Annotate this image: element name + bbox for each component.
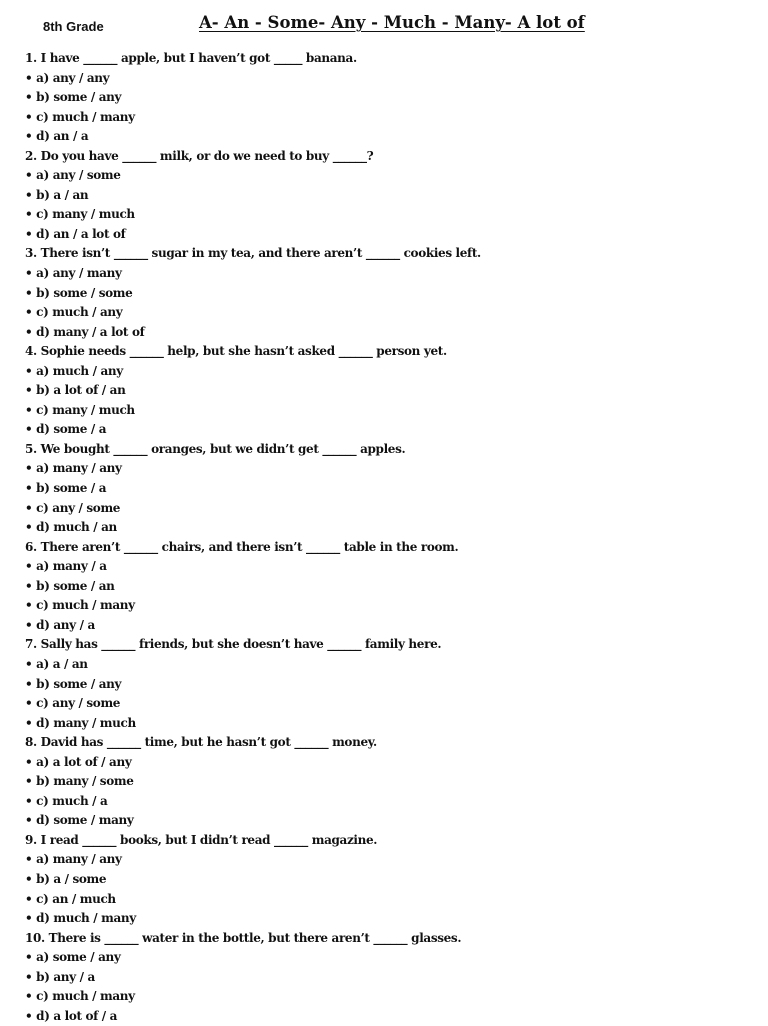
question-10-option-b: • b) any / a: [25, 968, 755, 988]
question-7-option-a: • a) a / an: [25, 655, 755, 675]
question-8-option-c: • c) much / a: [25, 792, 755, 812]
page-title: A- An - Some- Any - Much - Many- A lot of: [199, 13, 585, 32]
question-2-option-d: • d) an / a lot of: [25, 225, 755, 245]
question-2-option-a: • a) any / some: [25, 166, 755, 186]
question-4-option-c: • c) many / much: [25, 401, 755, 421]
question-1-option-c: • c) much / many: [25, 108, 755, 128]
question-4: 4. Sophie needs ______ help, but she hasn’t asked ______ person yet.: [25, 344, 447, 359]
question-7-option-b: • b) some / any: [25, 675, 755, 695]
question-4-option-b: • b) a lot of / an: [25, 381, 755, 401]
question-9-option-b: • b) a / some: [25, 870, 755, 890]
question-7-option-c: • c) any / some: [25, 694, 755, 714]
question-3: 3. There isn’t ______ sugar in my tea, and there aren’t ______ cookies left.: [25, 246, 481, 261]
question-5-option-a: • a) many / any: [25, 459, 755, 479]
question-5-option-c: • c) any / some: [25, 499, 755, 519]
question-3-option-a: • a) any / many: [25, 264, 755, 284]
question-8: 8. David has ______ time, but he hasn’t got ______ money.: [25, 735, 377, 750]
question-5: 5. We bought ______ oranges, but we didn’t get ______ apples.: [25, 441, 406, 456]
question-9-option-c: • c) an / much: [25, 890, 755, 910]
question-8-option-a: • a) a lot of / any: [25, 753, 755, 773]
question-4-option-d: • d) some / a: [25, 420, 755, 440]
question-3-option-c: • c) much / any: [25, 303, 755, 323]
question-3-option-d: • d) many / a lot of: [25, 323, 755, 343]
question-3-option-b: • b) some / some: [25, 284, 755, 304]
question-7: 7. Sally has ______ friends, but she doesn’t have ______ family here.: [25, 637, 442, 652]
question-10: 10. There is ______ water in the bottle, but there aren’t ______ glasses.: [25, 930, 462, 945]
question-2: 2. Do you have ______ milk, or do we need to buy ______?: [25, 148, 374, 163]
question-10-option-d: • d) a lot of / a: [25, 1007, 755, 1026]
question-9-option-d: • d) much / many: [25, 909, 755, 929]
question-9-option-a: • a) many / any: [25, 850, 755, 870]
question-1-option-a: • a) any / any: [25, 69, 755, 89]
question-6-option-a: • a) many / a: [25, 557, 755, 577]
question-2-option-b: • b) a / an: [25, 186, 755, 206]
question-6-option-d: • d) any / a: [25, 616, 755, 636]
question-7-option-d: • d) many / much: [25, 714, 755, 734]
question-list: [25, 49, 755, 1026]
question-2-option-c: • c) many / much: [25, 205, 755, 225]
question-8-option-d: • d) some / many: [25, 811, 755, 831]
question-9: 9. I read ______ books, but I didn’t read ______ magazine.: [25, 832, 378, 847]
question-10-option-c: • c) much / many: [25, 987, 755, 1007]
question-5-option-b: • b) some / a: [25, 479, 755, 499]
question-6: 6. There aren’t ______ chairs, and there isn’t ______ table in the room.: [25, 539, 459, 554]
question-6-option-b: • b) some / an: [25, 577, 755, 597]
question-10-option-a: • a) some / any: [25, 948, 755, 968]
grade-label: 8th Grade: [43, 19, 104, 34]
question-4-option-a: • a) much / any: [25, 362, 755, 382]
worksheet-header: [0, 8, 768, 44]
question-6-option-c: • c) much / many: [25, 596, 755, 616]
question-1-option-d: • d) an / a: [25, 127, 755, 147]
question-1: 1. I have ______ apple, but I haven’t got _____ banana.: [25, 51, 357, 65]
question-5-option-d: • d) much / an: [25, 518, 755, 538]
question-1-option-b: • b) some / any: [25, 88, 755, 108]
question-8-option-b: • b) many / some: [25, 772, 755, 792]
